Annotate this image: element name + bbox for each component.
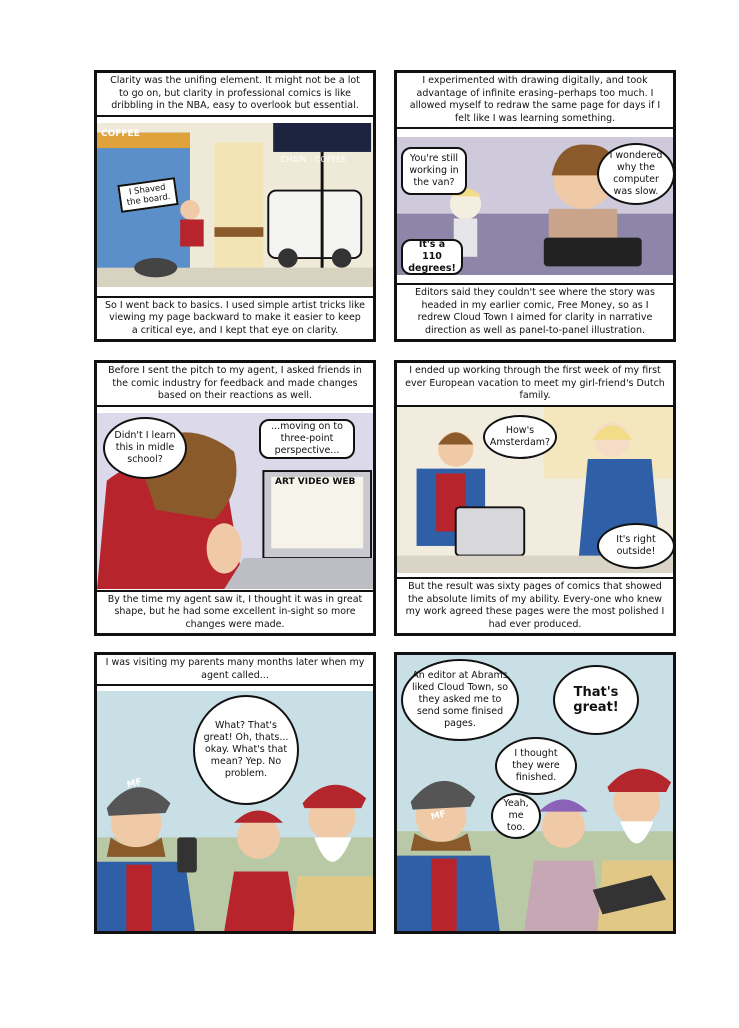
- laptop-screen-text: ART VIDEO WEB: [275, 477, 356, 487]
- bubble-still-working: You're still working in the van?: [401, 147, 467, 195]
- bubble-midle-school: Didn't I learn this in midle school?: [103, 417, 187, 479]
- bubble-agent-call: What? That's great! Oh, thats... okay. What's that mean? Yep. No problem.: [193, 695, 299, 805]
- panel-3: [94, 360, 376, 636]
- bubble-thought-finished: I thought they were finished.: [495, 737, 577, 795]
- bubble-computer-slow: I wondered why the computer was slow.: [597, 143, 675, 205]
- panel-6: [394, 652, 676, 934]
- bubble-right-outside: It's right outside!: [597, 523, 675, 569]
- panel-1-bottom-caption: So I went back to basics. I used simple artist tricks like viewing my page backward to make it easier to keep a critical eye, and I kept that eye on clarity.: [97, 296, 373, 340]
- bubble-110-degrees: It's a 110 degrees!: [401, 239, 463, 275]
- umbrella-label: [281, 155, 346, 164]
- panel-5-top-caption: I was visiting my parents many months later when my agent called...: [97, 655, 373, 686]
- cap-letters: MF: [429, 809, 448, 823]
- storefront-sign: COFFEE: [101, 129, 140, 139]
- shaved-board-sign: I Shaved the board.: [117, 177, 178, 213]
- panel-1: [94, 70, 376, 342]
- panel-2-top-caption: I experimented with drawing digitally, and took advantage of infinite erasing–perhaps too much. I allowed myself to redraw the same page for days if I felt like I was learning something.: [397, 73, 673, 129]
- panel-1-top-caption: Clarity was the unifing element. It might not be a lot to go on, but clarity in professional comics is like dribbling in the NBA, easy to overlook but essential.: [97, 73, 373, 117]
- panel-4: [394, 360, 676, 636]
- umbrella-label-right: COFFEE: [314, 155, 347, 164]
- panel-2: [394, 70, 676, 342]
- bubble-three-point: ...moving on to three-point perspective...: [259, 419, 355, 459]
- panel-4-top-caption: I ended up working through the first week of my first ever European vacation to meet my girl-friend's Dutch family.: [397, 363, 673, 407]
- bubble-me-too: Yeah, me too.: [491, 793, 541, 839]
- panel-2-bottom-caption: Editors said they couldn't see where the story was headed in my earlier comic, Free Money, so as I redrew Cloud Town I aimed for clarity in narrative direction as well as panel-to-panel illustration.: [397, 283, 673, 339]
- panel-3-top-caption: Before I sent the pitch to my agent, I asked friends in the comic industry for feedback and made changes based on their reactions as well.: [97, 363, 373, 407]
- bubble-editor-abrams: An editor at Abrams liked Cloud Town, so they asked me to send some finised pages.: [401, 659, 519, 741]
- panel-4-bottom-caption: But the result was sixty pages of comics that showed the absolute limits of my ability. Every-one who knew my work agreed these pages were the most polished I had ever produced.: [397, 577, 673, 633]
- bubble-thats-great: That's great!: [553, 665, 639, 735]
- cap-letters: MF: [125, 777, 144, 791]
- panel-3-bottom-caption: By the time my agent saw it, I thought it was in great shape, but he had some excellent in-sight so more changes were made.: [97, 590, 373, 634]
- bubble-hows-amsterdam: How's Amsterdam?: [483, 415, 557, 459]
- umbrella-label-left: CHAIN: [281, 155, 307, 164]
- panel-5: [94, 652, 376, 934]
